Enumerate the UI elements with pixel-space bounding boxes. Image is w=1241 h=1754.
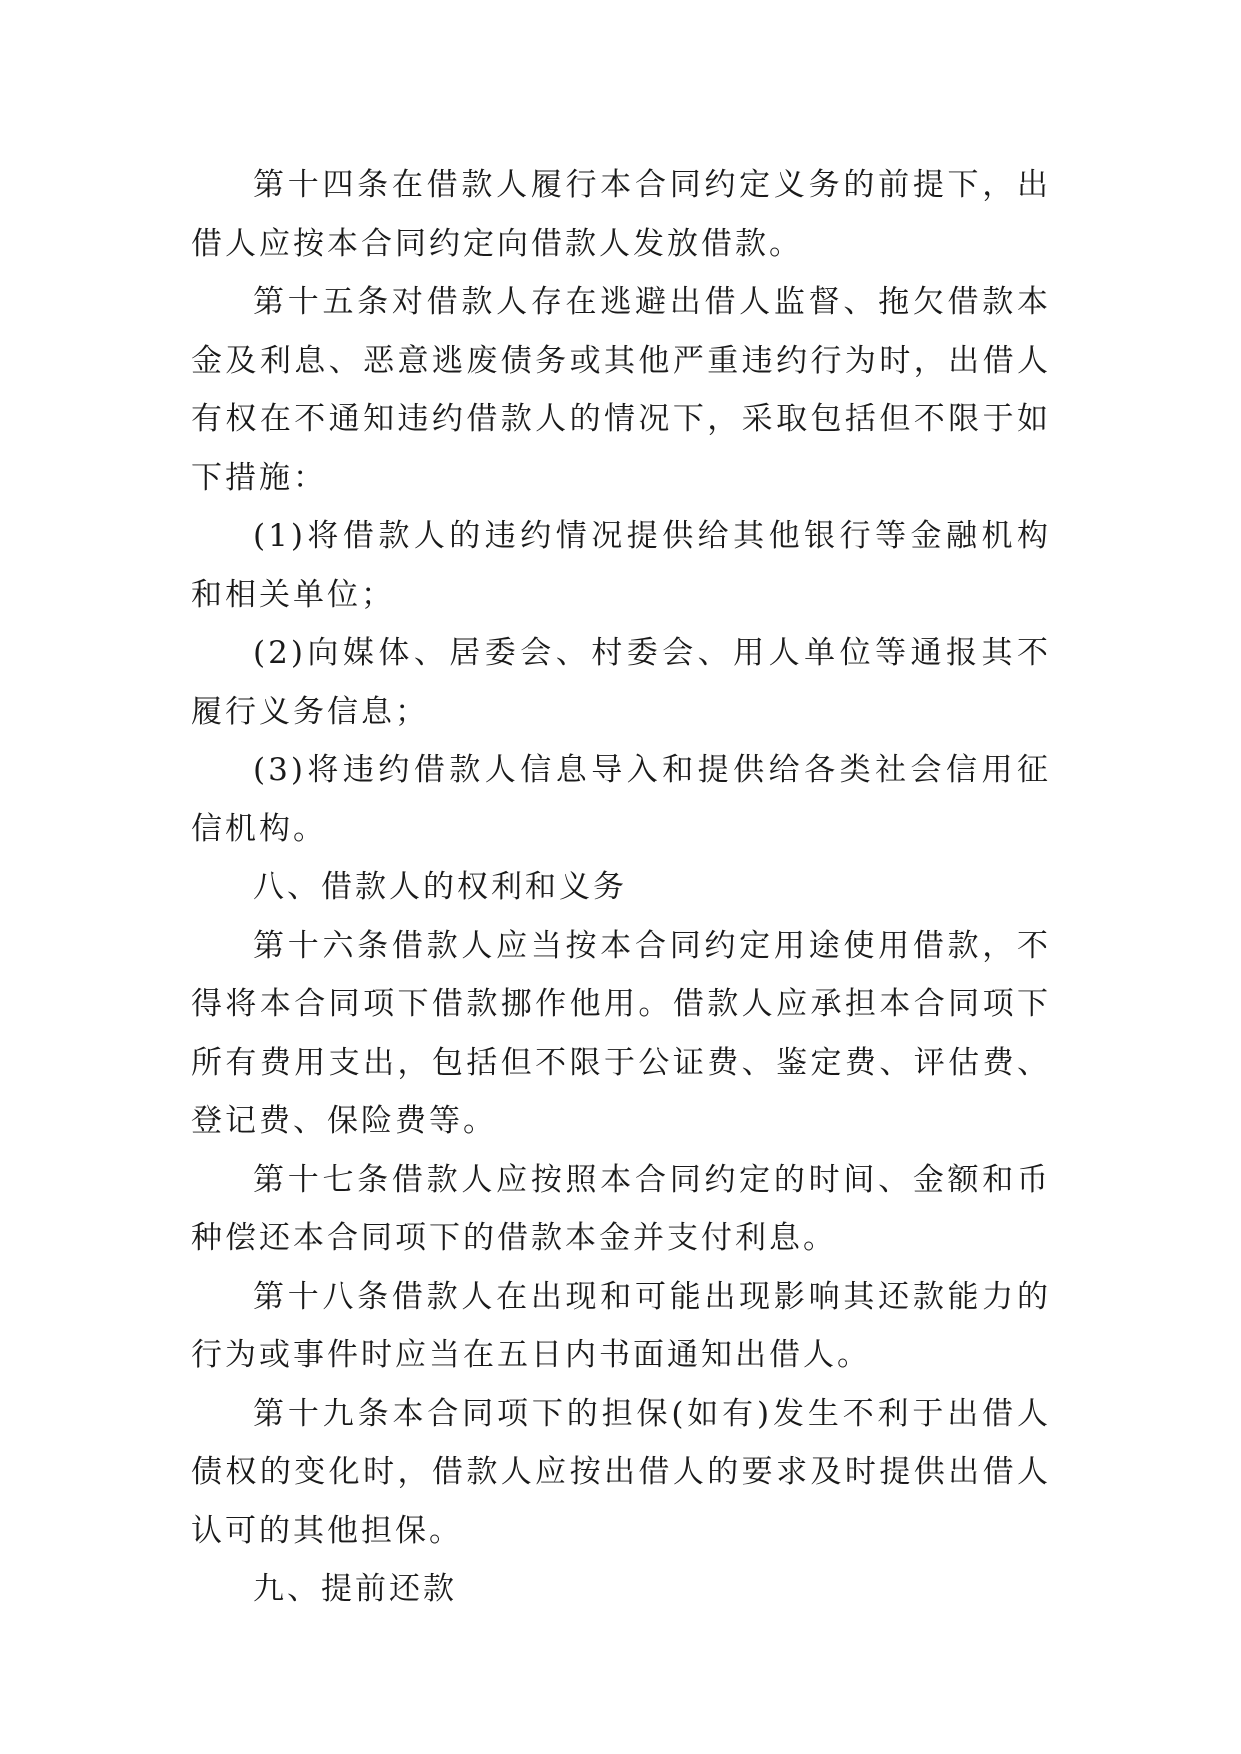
- clause-19: 第十九条本合同项下的担保(如有)发生不利于出借人债权的变化时，借款人应按出借人的要求及时提供出借人认可的其他担保。: [191, 1395, 1051, 1549]
- clause-15-item-2: (2)向媒体、居委会、村委会、用人单位等通报其不履行义务信息；: [191, 635, 1051, 730]
- clause-15-item-1: (1)将借款人的违约情况提供给其他银行等金融机构和相关单位；: [191, 518, 1051, 613]
- section-heading-9: 九、提前还款: [253, 1571, 457, 1607]
- clause-15: 第十五条对借款人存在逃避出借人监督、拖欠借款本金及利息、恶意逃废债务或其他严重违约行为时，出借人有权在不通知违约借款人的情况下，采取包括但不限于如下措施：: [191, 284, 1051, 496]
- clause-17: 第十七条借款人应按照本合同约定的时间、金额和币种偿还本合同项下的借款本金并支付利息。: [191, 1161, 1051, 1256]
- clause-15-item-3: (3)将违约借款人信息导入和提供给各类社会信用征信机构。: [191, 752, 1051, 847]
- clause-14: 第十四条在借款人履行本合同约定义务的前提下，出借人应按本合同约定向借款人发放借款。: [191, 167, 1051, 262]
- section-heading-8: 八、借款人的权利和义务: [253, 869, 627, 905]
- clause-18: 第十八条借款人在出现和可能出现影响其还款能力的行为或事件时应当在五日内书面通知出借人。: [191, 1278, 1051, 1373]
- clause-16: 第十六条借款人应当按本合同约定用途使用借款，不得将本合同项下借款挪作他用。借款人应承担本合同项下所有费用支出，包括但不限于公证费、鉴定费、评估费、登记费、保险费等。: [191, 927, 1051, 1139]
- document-body: [191, 156, 1051, 1619]
